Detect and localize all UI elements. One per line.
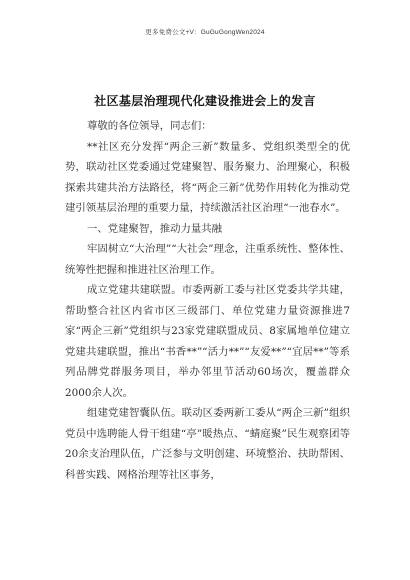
- paragraph-alliance: 成立党建共建联盟。市委两新工委与社区党委共学共建，帮助整合社区内省市区三级部门、单位党建力量资源推进7家“两企三新”党组织与23家党建联盟成员、8家属地单位建立党建共建联盟，推出“书香**”“活力**”“友爱**”“宜居**”等系列品牌党群服务项目，举办邻里节活动60场次，覆盖群众2000余人次。: [65, 284, 350, 399]
- salutation: 尊敬的各位领导，同志们：: [87, 120, 212, 132]
- paragraph-intro: **社区充分发挥“两企三新”数量多、党组织类型全的优势，联动社区党委通过党建聚智、服务聚力、治理聚心，积极探索共建共治方法路径，将“两企三新”优势作用转化为推动党建引领基层治理的重要力量，持续激活社区治理“一池春水”。: [65, 140, 350, 214]
- paragraph-think-tank: 组建党建智囊队伍。联动区委两新工委从“两企三新”组织党员中选聘能人骨干组建“亭”暖热点、“蜻庭聚”民生观察团等20余支治理队伍，广泛参与文明创建、环境整治、扶助帮困、科普实践、网格治理等社区事务，: [65, 407, 350, 481]
- document-title: 社区基层治理现代化建设推进会上的发言: [94, 94, 316, 108]
- paragraph-principle: 牢固树立“大治理”“大社会”理念，注重系统性、整体性、统筹性把握和推进社区治理工作。: [65, 243, 350, 276]
- header-note: 更多免费公文+V：GuGuGongWen2024: [145, 29, 265, 36]
- document-body: [65, 116, 350, 485]
- section-heading-1: 一、党建聚智，推动力量共融: [87, 222, 223, 235]
